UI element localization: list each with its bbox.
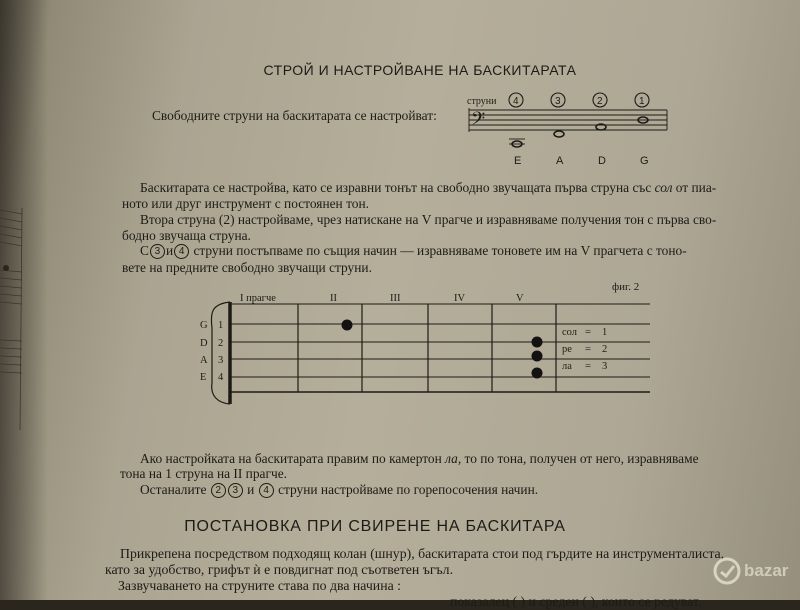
note-name-d: D <box>598 155 606 167</box>
string-num-2: 2 <box>218 338 224 349</box>
posture-line3: Зазвучаването на струните става по два начина : <box>118 578 401 593</box>
fret-label-4: IV <box>454 293 466 304</box>
string-letter-g: G <box>200 320 208 331</box>
watermark-logo-icon <box>712 556 742 586</box>
string-num-3: 3 <box>218 355 224 366</box>
posture-line2: като за удобство, грифът ѝ е повдигнат под съответен ъгъл. <box>105 562 454 577</box>
dot-string1-fret2 <box>342 320 353 331</box>
string-4-circle-icon: 4 <box>174 244 189 259</box>
string-2-circle-icon: 2 <box>211 483 226 498</box>
string-num-4: 4 <box>218 372 224 383</box>
posture-line1: Прикрепена посредством подходящ колан (шнур), баскитарата стои под гърдите на инструменталиста, <box>120 546 725 561</box>
staff-notes <box>512 117 648 147</box>
legend-re: ре <box>562 344 572 355</box>
staff-string-num-3: 3 <box>555 96 561 107</box>
frets <box>298 304 556 392</box>
figure-label: фиг. 2 <box>612 281 640 293</box>
legend-sol: сол <box>562 327 578 338</box>
para1-line1: Баскитарата се настройва, като се изравни тонът на свободно звучащата първа струна със сол от пиа- <box>140 180 717 195</box>
staff-string-num-4: 4 <box>513 96 519 107</box>
dot-string4-fret5 <box>532 368 543 379</box>
svg-text:3: 3 <box>602 361 608 372</box>
staff-lines <box>469 108 667 144</box>
para1-line6: вете на предните свободно звучащи струни. <box>122 260 372 275</box>
headstock-outline <box>211 302 230 404</box>
svg-text:=: = <box>585 361 591 372</box>
fret-label-1: I прагче <box>240 293 276 304</box>
para1-line3: Втора струна (2) настройваме, чрез натискане на V прагче и изравняваме получения тон с първа сво- <box>140 212 717 227</box>
para2-line1: Ако настройката на баскитарата правим по камертон ла, то по тона, получен от него, изравняваме <box>140 451 699 466</box>
svg-text:2: 2 <box>602 344 608 355</box>
note-name-a: A <box>556 155 564 167</box>
fret-label-3: III <box>390 293 401 304</box>
para2-line2: тона на 1 струна на II прагче. <box>120 466 288 481</box>
para1-line5: С 3 и 4 струни постъпваме по същия начин — изравняваме тоновете им на V прагчета с тоно- <box>140 243 687 258</box>
string-3-circle-icon-2: 3 <box>228 483 243 498</box>
fret-label-2: II <box>330 293 337 304</box>
fret-label-5: V <box>516 293 524 304</box>
posture-line4-partial: показалец ( ) и среден ( ), които се редуват. <box>450 594 702 609</box>
svg-text:=: = <box>585 327 591 338</box>
svg-text:1: 1 <box>602 327 608 338</box>
fretboard-diagram <box>190 288 660 406</box>
watermark-text: bazar <box>744 561 789 580</box>
note-name-g: G <box>640 155 649 167</box>
legend-la: ла <box>562 361 572 372</box>
string-letter-d: D <box>200 338 208 349</box>
strings-label: струни <box>467 96 497 107</box>
tuning-intro-text: Свободните струни на баскитарата се настройват: <box>152 108 437 123</box>
para2-line3: Останалите 2 3 и 4 струни настройваме по горепосочения начин. <box>140 482 539 497</box>
bass-clef-icon: 𝄢 <box>471 109 486 134</box>
svg-text:=: = <box>585 344 591 355</box>
staff-string-num-2: 2 <box>597 96 603 107</box>
para1-line4: бодно звучаща струна. <box>122 228 251 243</box>
note-name-e: E <box>514 155 522 167</box>
string-letter-e: E <box>200 372 207 383</box>
note-a <box>554 131 564 137</box>
string-letter-a: A <box>200 355 208 366</box>
section-title-posture: ПОСТАНОВКА ПРИ СВИРЕНЕ НА БАСКИТАРА <box>184 518 566 535</box>
tuning-staff <box>455 88 685 168</box>
section-title-tuning: СТРОЙ И НАСТРОЙВАНЕ НА БАСКИТАРАТА <box>263 62 577 78</box>
dot-string3-fret5 <box>532 351 543 362</box>
facing-page-staff-fragment <box>0 200 26 440</box>
string-4-circle-icon-2: 4 <box>259 483 274 498</box>
string-3-circle-icon: 3 <box>150 244 165 259</box>
finger-dots <box>342 320 543 379</box>
para1-line2: ното или друг инструмент с постоянен тон. <box>122 196 369 211</box>
string-num-1: 1 <box>218 320 224 331</box>
dot-string2-fret5 <box>532 337 543 348</box>
staff-string-num-1: 1 <box>639 96 645 107</box>
